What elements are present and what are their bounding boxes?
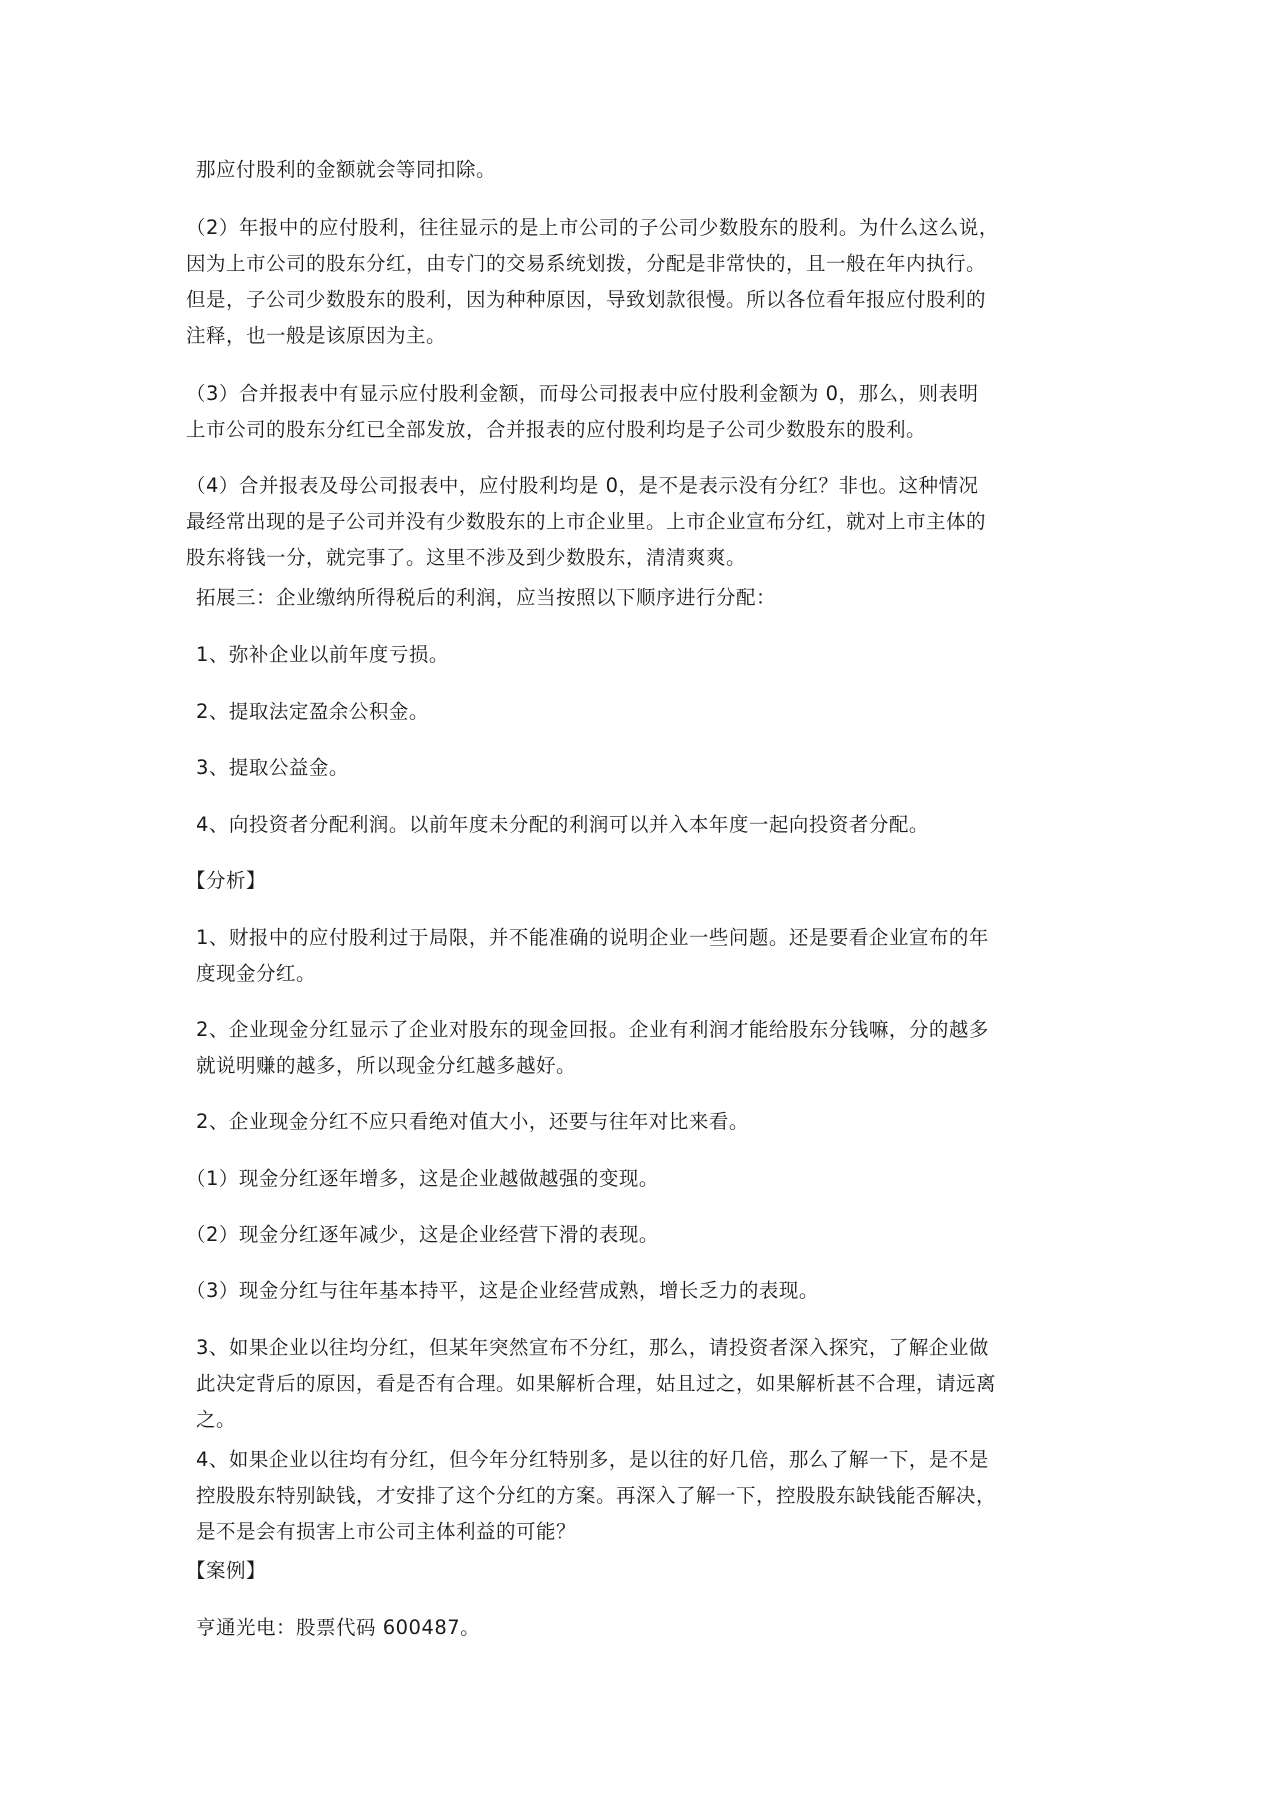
text-line: 3、提取公益金。	[196, 756, 349, 779]
list-item-3	[196, 750, 1096, 786]
text-line: 1、弥补企业以前年度亏损。	[196, 643, 449, 666]
section-heading-analysis	[186, 863, 1086, 899]
text-line: 2、企业现金分红不应只看绝对值大小，还要与往年对比来看。	[196, 1110, 749, 1133]
paragraph-point-3	[186, 376, 1086, 448]
text-line: 上市公司的股东分红已全部发放，合并报表的应付股利均是子公司少数股东的股利。	[186, 418, 927, 441]
list-item-4	[196, 807, 1096, 843]
text-line: 【案例】	[186, 1559, 267, 1582]
text-line: 注释，也一般是该原因为主。	[186, 324, 447, 347]
text-line: 那应付股利的金额就会等同扣除。	[196, 158, 497, 181]
analysis-point-4	[196, 1442, 1096, 1550]
text-line: 拓展三：企业缴纳所得税后的利润，应当按照以下顺序进行分配：	[196, 586, 777, 609]
text-line: 之。	[196, 1408, 237, 1431]
analysis-point-2b	[196, 1104, 1096, 1140]
text-line: 1、财报中的应付股利过于局限，并不能准确的说明企业一些问题。还是要看企业宣布的年	[196, 926, 989, 949]
paragraph-dividend-deduction	[196, 152, 1096, 188]
text-line: 因为上市公司的股东分红，由专门的交易系统划拨，分配是非常快的，且一般在年内执行。	[186, 252, 987, 275]
text-line: 4、向投资者分配利润。以前年度未分配的利润可以并入本年度一起向投资者分配。	[196, 813, 929, 836]
list-item-1	[196, 637, 1096, 673]
text-line: 度现金分红。	[196, 962, 317, 985]
text-line: （3）合并报表中有显示应付股利金额，而母公司报表中应付股利金额为 0，那么，则表明	[186, 382, 979, 405]
analysis-point-1	[196, 920, 1096, 992]
text-line: 就说明赚的越多，所以现金分红越多越好。	[196, 1054, 577, 1077]
text-line: 是不是会有损害上市公司主体利益的可能？	[196, 1520, 577, 1543]
list-item-2	[196, 694, 1096, 730]
text-line: （2）现金分红逐年减少，这是企业经营下滑的表现。	[186, 1223, 659, 1246]
text-line: （1）现金分红逐年增多，这是企业越做越强的变现。	[186, 1167, 659, 1190]
paragraph-extension-3	[196, 580, 1096, 616]
text-line: 亨通光电：股票代码 600487。	[196, 1616, 481, 1639]
text-line: 4、如果企业以往均有分红，但今年分红特别多，是以往的好几倍，那么了解一下，是不是	[196, 1448, 989, 1471]
analysis-subpoint-1	[186, 1161, 1086, 1197]
analysis-subpoint-2	[186, 1217, 1086, 1253]
text-line: （4）合并报表及母公司报表中，应付股利均是 0，是不是表示没有分红？非也。这种情况	[186, 474, 979, 497]
paragraph-point-4	[186, 468, 1086, 576]
text-line: 2、企业现金分红显示了企业对股东的现金回报。企业有利润才能给股东分钱嘛，分的越多	[196, 1018, 989, 1041]
case-stock-code	[196, 1610, 1096, 1646]
text-line: 【分析】	[186, 869, 267, 892]
analysis-point-2a	[196, 1012, 1096, 1084]
text-line: 最经常出现的是子公司并没有少数股东的上市企业里。上市企业宣布分红，就对上市主体的	[186, 510, 987, 533]
analysis-subpoint-3	[186, 1273, 1086, 1309]
text-line: 股东将钱一分，就完事了。这里不涉及到少数股东，清清爽爽。	[186, 546, 747, 569]
analysis-point-3	[196, 1330, 1096, 1438]
section-heading-case	[186, 1553, 1086, 1589]
text-line: 2、提取法定盈余公积金。	[196, 700, 429, 723]
text-line: 控股股东特别缺钱，才安排了这个分红的方案。再深入了解一下，控股股东缺钱能否解决，	[196, 1484, 997, 1507]
text-line: 3、如果企业以往均分红，但某年突然宣布不分红，那么，请投资者深入探究，了解企业做	[196, 1336, 989, 1359]
paragraph-point-2	[186, 210, 1086, 354]
text-line: 但是，子公司少数股东的股利，因为种种原因，导致划款很慢。所以各位看年报应付股利的	[186, 288, 987, 311]
text-line: 此决定背后的原因，看是否有合理。如果解析合理，姑且过之，如果解析甚不合理，请远离	[196, 1372, 997, 1395]
text-line: （3）现金分红与往年基本持平，这是企业经营成熟，增长乏力的表现。	[186, 1279, 819, 1302]
text-line: （2）年报中的应付股利，往往显示的是上市公司的子公司少数股东的股利。为什么这么说，	[186, 216, 999, 239]
